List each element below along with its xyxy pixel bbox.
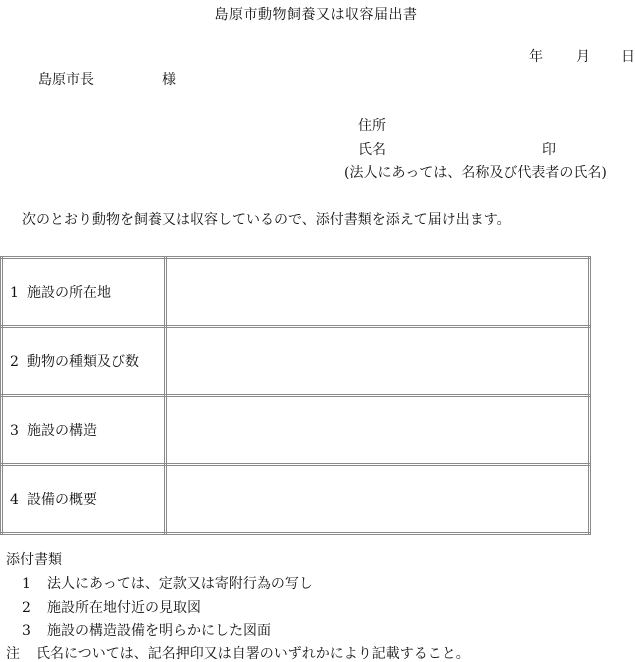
attachment-text: 施設の構造設備を明らかにした図面 xyxy=(47,623,271,639)
row-label-animal-type-count xyxy=(2,327,166,396)
applicant-name-label: 氏名 xyxy=(358,142,386,158)
row-label-text: 施設の構造 xyxy=(27,423,97,439)
list-item xyxy=(22,601,201,615)
row-label-equipment-overview xyxy=(2,465,166,534)
row-label-facility-structure xyxy=(2,396,166,465)
attachment-text: 法人にあっては、定款又は寄附行為の写し xyxy=(47,576,313,592)
row-number: 1 xyxy=(10,285,19,301)
attachment-number: 2 xyxy=(22,600,31,616)
row-label-facility-location xyxy=(2,258,166,327)
attachment-number: 3 xyxy=(22,623,31,639)
table-row xyxy=(2,465,590,534)
date-year-label: 年 xyxy=(529,49,543,65)
attachment-text: 施設所在地付近の見取図 xyxy=(47,600,201,616)
attachments-heading: 添付書類 xyxy=(6,552,62,568)
table-row xyxy=(2,396,590,465)
intro-statement: 次のとおり動物を飼養又は収容しているので、添付書類を添えて届け出ます。 xyxy=(22,212,511,228)
applicant-address-label: 住所 xyxy=(358,118,386,134)
row-number: 3 xyxy=(10,423,19,439)
value-cell-facility-location[interactable] xyxy=(166,258,590,327)
row-number: 4 xyxy=(10,492,19,508)
addressee-honorific: 様 xyxy=(162,72,176,88)
row-label-text: 施設の所在地 xyxy=(27,285,111,301)
value-cell-equipment-overview[interactable] xyxy=(166,465,590,534)
date-day-label: 日 xyxy=(621,49,635,65)
list-item xyxy=(22,577,313,591)
date-month-label: 月 xyxy=(576,49,590,65)
row-label-text: 設備の概要 xyxy=(27,492,97,508)
seal-label: 印 xyxy=(542,142,556,158)
list-item xyxy=(22,624,271,638)
addressee-name: 島原市長 xyxy=(38,72,94,88)
row-label-text: 動物の種類及び数 xyxy=(27,354,139,370)
corporation-note: (法人にあっては、名称及び代表者の氏名) xyxy=(344,165,607,181)
table-row xyxy=(2,258,590,327)
facility-info-table xyxy=(0,256,591,535)
attachment-number: 1 xyxy=(22,576,31,592)
note xyxy=(6,647,470,661)
note-text: 氏名については、記名押印又は自署のいずれかにより記載すること。 xyxy=(36,646,470,662)
value-cell-animal-type-count[interactable] xyxy=(166,327,590,396)
document-title: 島原市動物飼養又は収容届出書 xyxy=(214,7,418,23)
row-number: 2 xyxy=(10,354,19,370)
note-mark: 注 xyxy=(6,646,20,662)
table-row xyxy=(2,327,590,396)
value-cell-facility-structure[interactable] xyxy=(166,396,590,465)
